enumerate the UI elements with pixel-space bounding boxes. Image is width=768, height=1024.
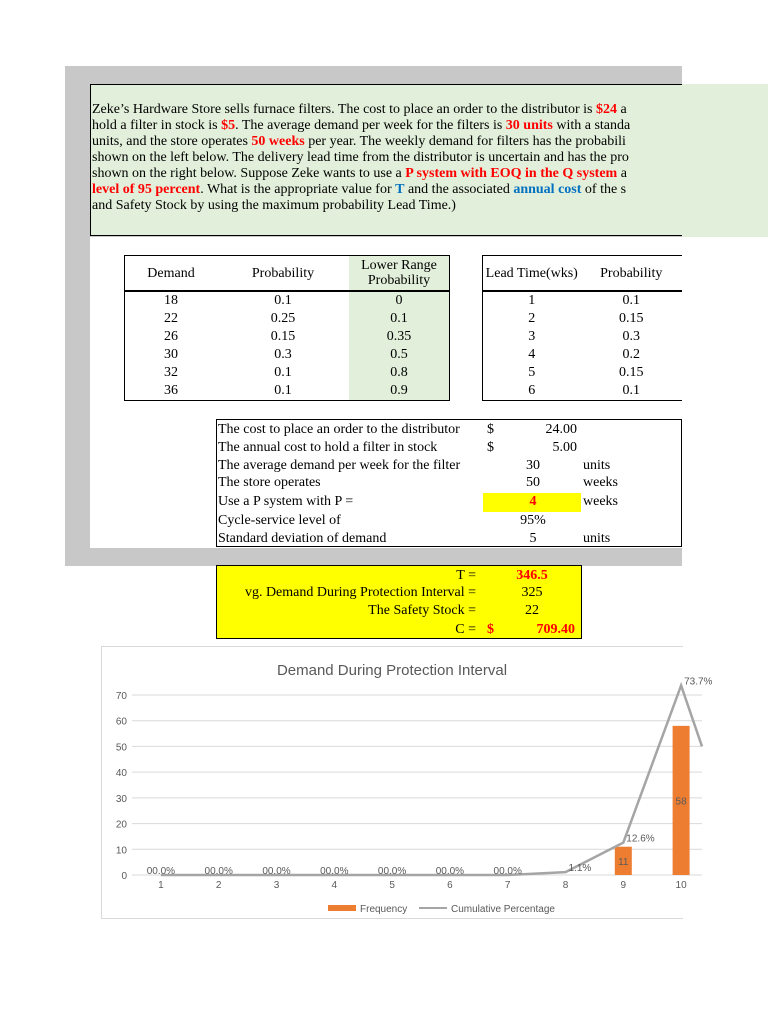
- x-tick-label: 3: [273, 880, 280, 891]
- parameter-row: [217, 512, 681, 530]
- y-tick-label: 30: [115, 793, 127, 805]
- lead-probability-cell: 0.15: [619, 311, 644, 326]
- demand-cell: 36: [164, 383, 178, 398]
- problem-text: and Safety Stock by using the maximum probability Lead Time.): [92, 198, 456, 213]
- x-tick-label: 1: [158, 880, 164, 891]
- lead-time-header: Lead Time(wks): [483, 256, 581, 292]
- line-label: 00.0%: [377, 866, 407, 877]
- order-cost-highlight: $24: [595, 102, 617, 117]
- parameter-dollar: $: [487, 440, 494, 455]
- weeks-highlight: 50 weeks: [251, 134, 305, 149]
- lead-time-cell: 6: [528, 383, 536, 398]
- parameter-dollar: $: [487, 422, 494, 437]
- lead-probability-header: Probability: [581, 256, 682, 292]
- parameter-value: 5: [529, 531, 537, 546]
- safety-stock-label: The Safety Stock =: [368, 603, 476, 618]
- parameter-value: 95%: [520, 513, 546, 528]
- problem-text: a: [617, 166, 627, 181]
- y-tick-label: 40: [115, 768, 127, 780]
- table-row: [483, 364, 683, 382]
- lower-range-cell: 0.5: [349, 346, 450, 364]
- y-tick-label: 10: [115, 845, 127, 857]
- x-tick-label: 4: [331, 880, 338, 891]
- legend-label: Cumulative Percentage: [451, 904, 555, 915]
- cost-dollar: $: [487, 622, 494, 637]
- table-row: [125, 346, 450, 364]
- demand-cell: 32: [164, 365, 178, 380]
- lead-time-table: [482, 255, 682, 401]
- demand-cell: 26: [164, 329, 178, 344]
- cumulative-line: [161, 685, 702, 875]
- table-row: [125, 382, 450, 401]
- problem-text: shown on the right below. Suppose Zeke wants to use a: [92, 166, 406, 181]
- demand-cell: 18: [164, 293, 178, 308]
- legend-bar-swatch: [328, 905, 356, 911]
- line-label: 12.6%: [626, 833, 655, 845]
- parameter-value: 5.00: [552, 440, 577, 455]
- line-label: 00.0%: [493, 866, 522, 877]
- parameter-label: Use a P system with P =: [218, 494, 354, 509]
- table-row: [483, 382, 683, 401]
- x-tick-label: 9: [620, 880, 627, 891]
- parameter-label: Standard deviation of demand: [218, 531, 387, 546]
- lower-range-cell: 0: [349, 291, 450, 310]
- problem-text: shown on the left below. The delivery lead time from the distributor is uncertain and has the pro: [92, 150, 629, 165]
- problem-text: and the associated: [404, 182, 514, 197]
- problem-text: . The average demand per week for the filters is: [235, 118, 506, 133]
- lead-probability-cell: 0.2: [622, 347, 640, 362]
- x-tick-label: 7: [504, 880, 511, 891]
- t-label: T =: [456, 568, 476, 583]
- x-tick-label: 10: [675, 880, 687, 891]
- problem-text: hold a filter in stock is: [92, 118, 222, 133]
- table-row: [125, 364, 450, 382]
- parameter-value: 24.00: [545, 422, 577, 437]
- bar-label: 11: [618, 856, 629, 868]
- parameter-unit: weeks: [583, 494, 618, 509]
- line-label: 1.1%: [568, 863, 592, 875]
- lead-time-cell: 4: [528, 347, 536, 362]
- lead-probability-cell: 0.1: [622, 293, 640, 308]
- table-row: [483, 346, 683, 364]
- parameter-label: The annual cost to hold a filter in stock: [218, 440, 438, 455]
- y-tick-label: 50: [115, 742, 127, 754]
- problem-statement: [90, 84, 682, 236]
- problem-text: with a standa: [552, 118, 631, 133]
- avg-demand-label: vg. Demand During Protection Interval =: [244, 585, 476, 600]
- parameter-label: The store operates: [218, 475, 321, 490]
- y-tick-label: 60: [115, 716, 127, 728]
- demand-cell: 22: [164, 311, 178, 326]
- lead-time-cell: 1: [528, 293, 536, 308]
- x-tick-label: 5: [389, 880, 395, 891]
- cost-label: C =: [455, 622, 476, 637]
- parameter-label: Cycle-service level of: [218, 513, 341, 528]
- y-tick-label: 20: [115, 819, 127, 831]
- problem-text: a: [616, 102, 627, 117]
- line-label: 73.7%: [684, 676, 713, 688]
- legend-label: Frequency: [360, 904, 408, 915]
- lower-range-cell: 0.8: [349, 364, 450, 382]
- holding-cost-highlight: $5: [221, 118, 236, 133]
- probability-cell: 0.15: [270, 329, 296, 344]
- cost-value: 709.40: [536, 622, 575, 637]
- parameter-value: 4: [529, 494, 537, 509]
- chart-title: Demand During Protection Interval: [276, 662, 508, 679]
- avg-demand-value: 325: [521, 585, 543, 600]
- parameter-row: [217, 530, 681, 548]
- t-highlight: T: [395, 182, 405, 197]
- problem-text: units, and the store operates: [92, 134, 252, 149]
- probability-cell: 0.3: [274, 347, 292, 362]
- table-row: [483, 291, 683, 310]
- problem-text: of the s: [581, 182, 627, 197]
- lower-range-cell: 0.9: [349, 382, 450, 401]
- probability-cell: 0.1: [274, 293, 292, 308]
- table-row: [125, 328, 450, 346]
- parameter-row: [217, 493, 681, 511]
- line-label: 00.0%: [204, 866, 233, 877]
- lead-time-cell: 3: [528, 329, 536, 344]
- x-tick-label: 8: [562, 880, 569, 891]
- problem-overflow-strip: [682, 84, 768, 237]
- lead-probability-cell: 0.15: [619, 365, 644, 380]
- bar-label: 58: [675, 796, 687, 808]
- y-tick-label: 70: [115, 691, 127, 702]
- demand-cell: 30: [164, 347, 178, 362]
- parameter-label: The average demand per week for the filter: [218, 458, 461, 473]
- parameter-unit: units: [583, 531, 611, 546]
- table-row: [125, 291, 450, 310]
- table-row: [483, 310, 683, 328]
- lead-time-cell: 2: [528, 311, 536, 326]
- problem-text: per year. The weekly demand for filters has the probabili: [304, 134, 626, 149]
- results-box: [216, 565, 582, 639]
- parameter-row: [217, 457, 681, 475]
- lower-range-cell: 0.35: [349, 328, 450, 346]
- x-tick-label: 6: [447, 880, 453, 891]
- service-level-highlight: level of 95 percent: [92, 182, 201, 197]
- line-label: 00.0%: [146, 866, 176, 877]
- demand-probability-table: [124, 255, 450, 401]
- problem-text: Zeke’s Hardware Store sells furnace filters. The cost to place an order to the distributor is: [92, 102, 596, 117]
- probability-cell: 0.25: [270, 311, 296, 326]
- demand-header: Demand: [125, 256, 218, 292]
- line-label: 00.0%: [435, 866, 465, 877]
- parameter-unit: units: [583, 458, 611, 473]
- probability-cell: 0.1: [274, 383, 292, 398]
- t-value: 346.5: [516, 568, 548, 583]
- probability-cell: 0.1: [274, 365, 292, 380]
- parameter-row: [217, 474, 681, 492]
- lead-time-cell: 5: [528, 365, 536, 380]
- table-row: [125, 310, 450, 328]
- line-label: 00.0%: [262, 866, 291, 877]
- lead-probability-cell: 0.3: [622, 329, 640, 344]
- parameter-value: 30: [526, 458, 540, 473]
- demand-highlight: 30 units: [505, 118, 553, 133]
- parameters-table: [216, 419, 682, 547]
- demand-chart: [101, 646, 713, 919]
- parameter-row: [217, 421, 681, 439]
- probability-header: Probability: [217, 256, 349, 292]
- system-highlight: P system with EOQ in the Q system: [405, 166, 618, 181]
- lower-range-cell: 0.1: [349, 310, 450, 328]
- parameter-row: [217, 439, 681, 457]
- parameter-unit: weeks: [583, 475, 618, 490]
- chart-canvas: [102, 647, 713, 918]
- parameter-label: The cost to place an order to the distributor: [218, 422, 460, 437]
- lead-probability-cell: 0.1: [622, 383, 640, 398]
- line-label: 00.0%: [320, 866, 349, 877]
- problem-text: . What is the appropriate value for: [200, 182, 396, 197]
- safety-stock-value: 22: [525, 603, 539, 618]
- parameter-value: 50: [526, 475, 540, 490]
- table-row: [483, 328, 683, 346]
- x-tick-label: 2: [215, 880, 222, 891]
- annual-cost-highlight: annual cost: [513, 182, 582, 197]
- lower-range-header: Lower Range Probability: [349, 256, 450, 292]
- y-tick-label: 0: [121, 871, 127, 882]
